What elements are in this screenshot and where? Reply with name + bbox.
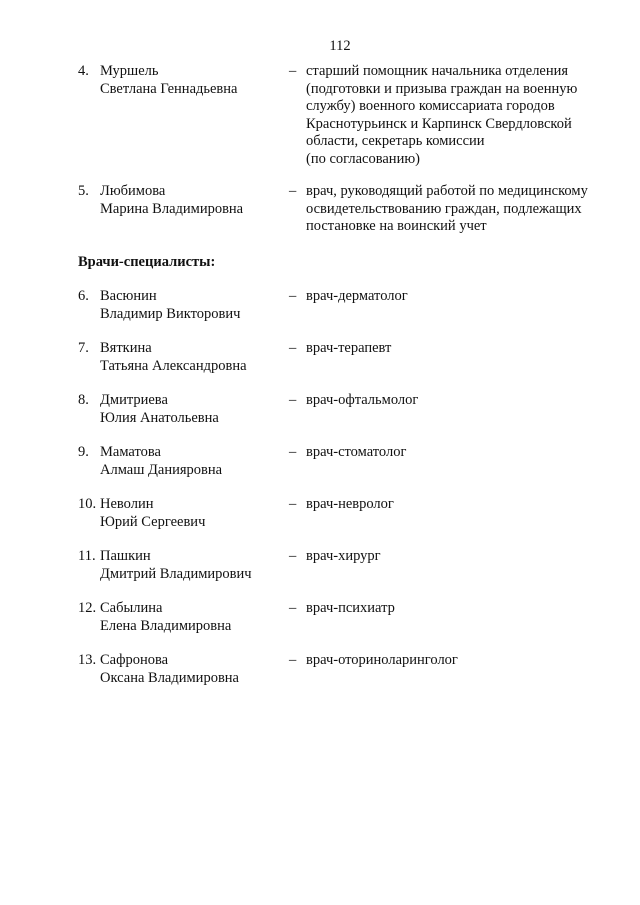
specialist-given-names: Юрий Сергеевич <box>100 513 206 530</box>
specialist-given-names: Владимир Викторович <box>100 305 241 322</box>
dash-separator: – <box>289 600 297 616</box>
specialist-surname: Пашкин <box>100 548 151 564</box>
member-given-names: Марина Владимировна <box>100 200 244 217</box>
specialist-role: врач-психиатр <box>306 600 395 616</box>
entry-number: 10. <box>78 496 97 512</box>
entry-number: 12. <box>78 600 97 616</box>
dash-separator: – <box>289 288 297 304</box>
role-line: врач, руководящий работой по медицинскому <box>306 183 588 199</box>
entry-number: 8. <box>78 392 89 408</box>
role-line: Краснотурьинск и Карпинск Свердловской <box>306 115 572 132</box>
specialist-given-names: Алмаш Данияровна <box>100 461 223 478</box>
member-role <box>306 183 606 236</box>
dash-separator: – <box>289 340 297 356</box>
entry-number: 13. <box>78 652 97 668</box>
specialist-surname: Дмитриева <box>100 392 168 408</box>
member-name <box>100 63 290 98</box>
specialist-name <box>100 340 290 375</box>
member-surname: Муршель <box>100 63 159 79</box>
specialist-role: врач-дерматолог <box>306 288 408 304</box>
specialist-name <box>100 392 290 427</box>
role-line: службу) военного комиссариата городов <box>306 98 555 114</box>
page-number: 112 <box>329 38 351 54</box>
specialist-surname: Неволин <box>100 496 154 512</box>
specialist-given-names: Елена Владимировна <box>100 617 232 634</box>
entry-number: 5. <box>78 183 89 199</box>
specialist-name <box>100 444 290 479</box>
member-name <box>100 183 290 218</box>
specialist-surname: Маматова <box>100 444 161 460</box>
specialist-given-names: Дмитрий Владимирович <box>100 565 252 582</box>
section-heading: Врачи-специалисты: <box>78 254 216 270</box>
entry-number: 9. <box>78 444 89 460</box>
specialist-given-names: Юлия Анатольевна <box>100 409 219 426</box>
specialist-role: врач-невролог <box>306 496 394 512</box>
specialist-name <box>100 600 290 635</box>
specialist-given-names: Оксана Владимировна <box>100 669 239 686</box>
dash-separator: – <box>289 496 297 512</box>
specialist-name <box>100 548 290 583</box>
dash-separator: – <box>289 392 297 408</box>
role-line: старший помощник начальника отделения <box>306 63 569 79</box>
dash-separator: – <box>289 183 297 199</box>
specialist-name <box>100 652 290 687</box>
role-line: освидетельствованию граждан, подлежащих <box>306 200 582 217</box>
entry-number: 7. <box>78 340 89 356</box>
specialist-surname: Вяткина <box>100 340 152 356</box>
dash-separator: – <box>289 63 297 79</box>
specialist-role: врач-терапевт <box>306 340 392 356</box>
specialist-role: врач-хирург <box>306 548 381 564</box>
specialist-role: врач-оториноларинголог <box>306 652 458 668</box>
dash-separator: – <box>289 548 297 564</box>
member-given-names: Светлана Геннадьевна <box>100 80 238 97</box>
member-role <box>306 63 606 168</box>
specialist-surname: Васюнин <box>100 288 157 304</box>
specialist-name <box>100 288 290 323</box>
role-line: области, секретарь комиссии <box>306 133 485 149</box>
entry-number: 4. <box>78 63 89 79</box>
specialist-name <box>100 496 290 531</box>
role-line: постановке на воинский учет <box>306 218 487 234</box>
role-line: (подготовки и призыва граждан на военную <box>306 80 578 97</box>
entry-number: 6. <box>78 288 89 304</box>
specialist-given-names: Татьяна Александровна <box>100 357 247 374</box>
dash-separator: – <box>289 444 297 460</box>
specialist-surname: Сабылина <box>100 600 163 616</box>
specialist-role: врач-стоматолог <box>306 444 407 460</box>
role-line: (по согласованию) <box>306 150 420 167</box>
specialist-role: врач-офтальмолог <box>306 392 419 408</box>
member-surname: Любимова <box>100 183 166 199</box>
dash-separator: – <box>289 652 297 668</box>
specialist-surname: Сафронова <box>100 652 169 668</box>
entry-number: 11. <box>78 548 96 564</box>
